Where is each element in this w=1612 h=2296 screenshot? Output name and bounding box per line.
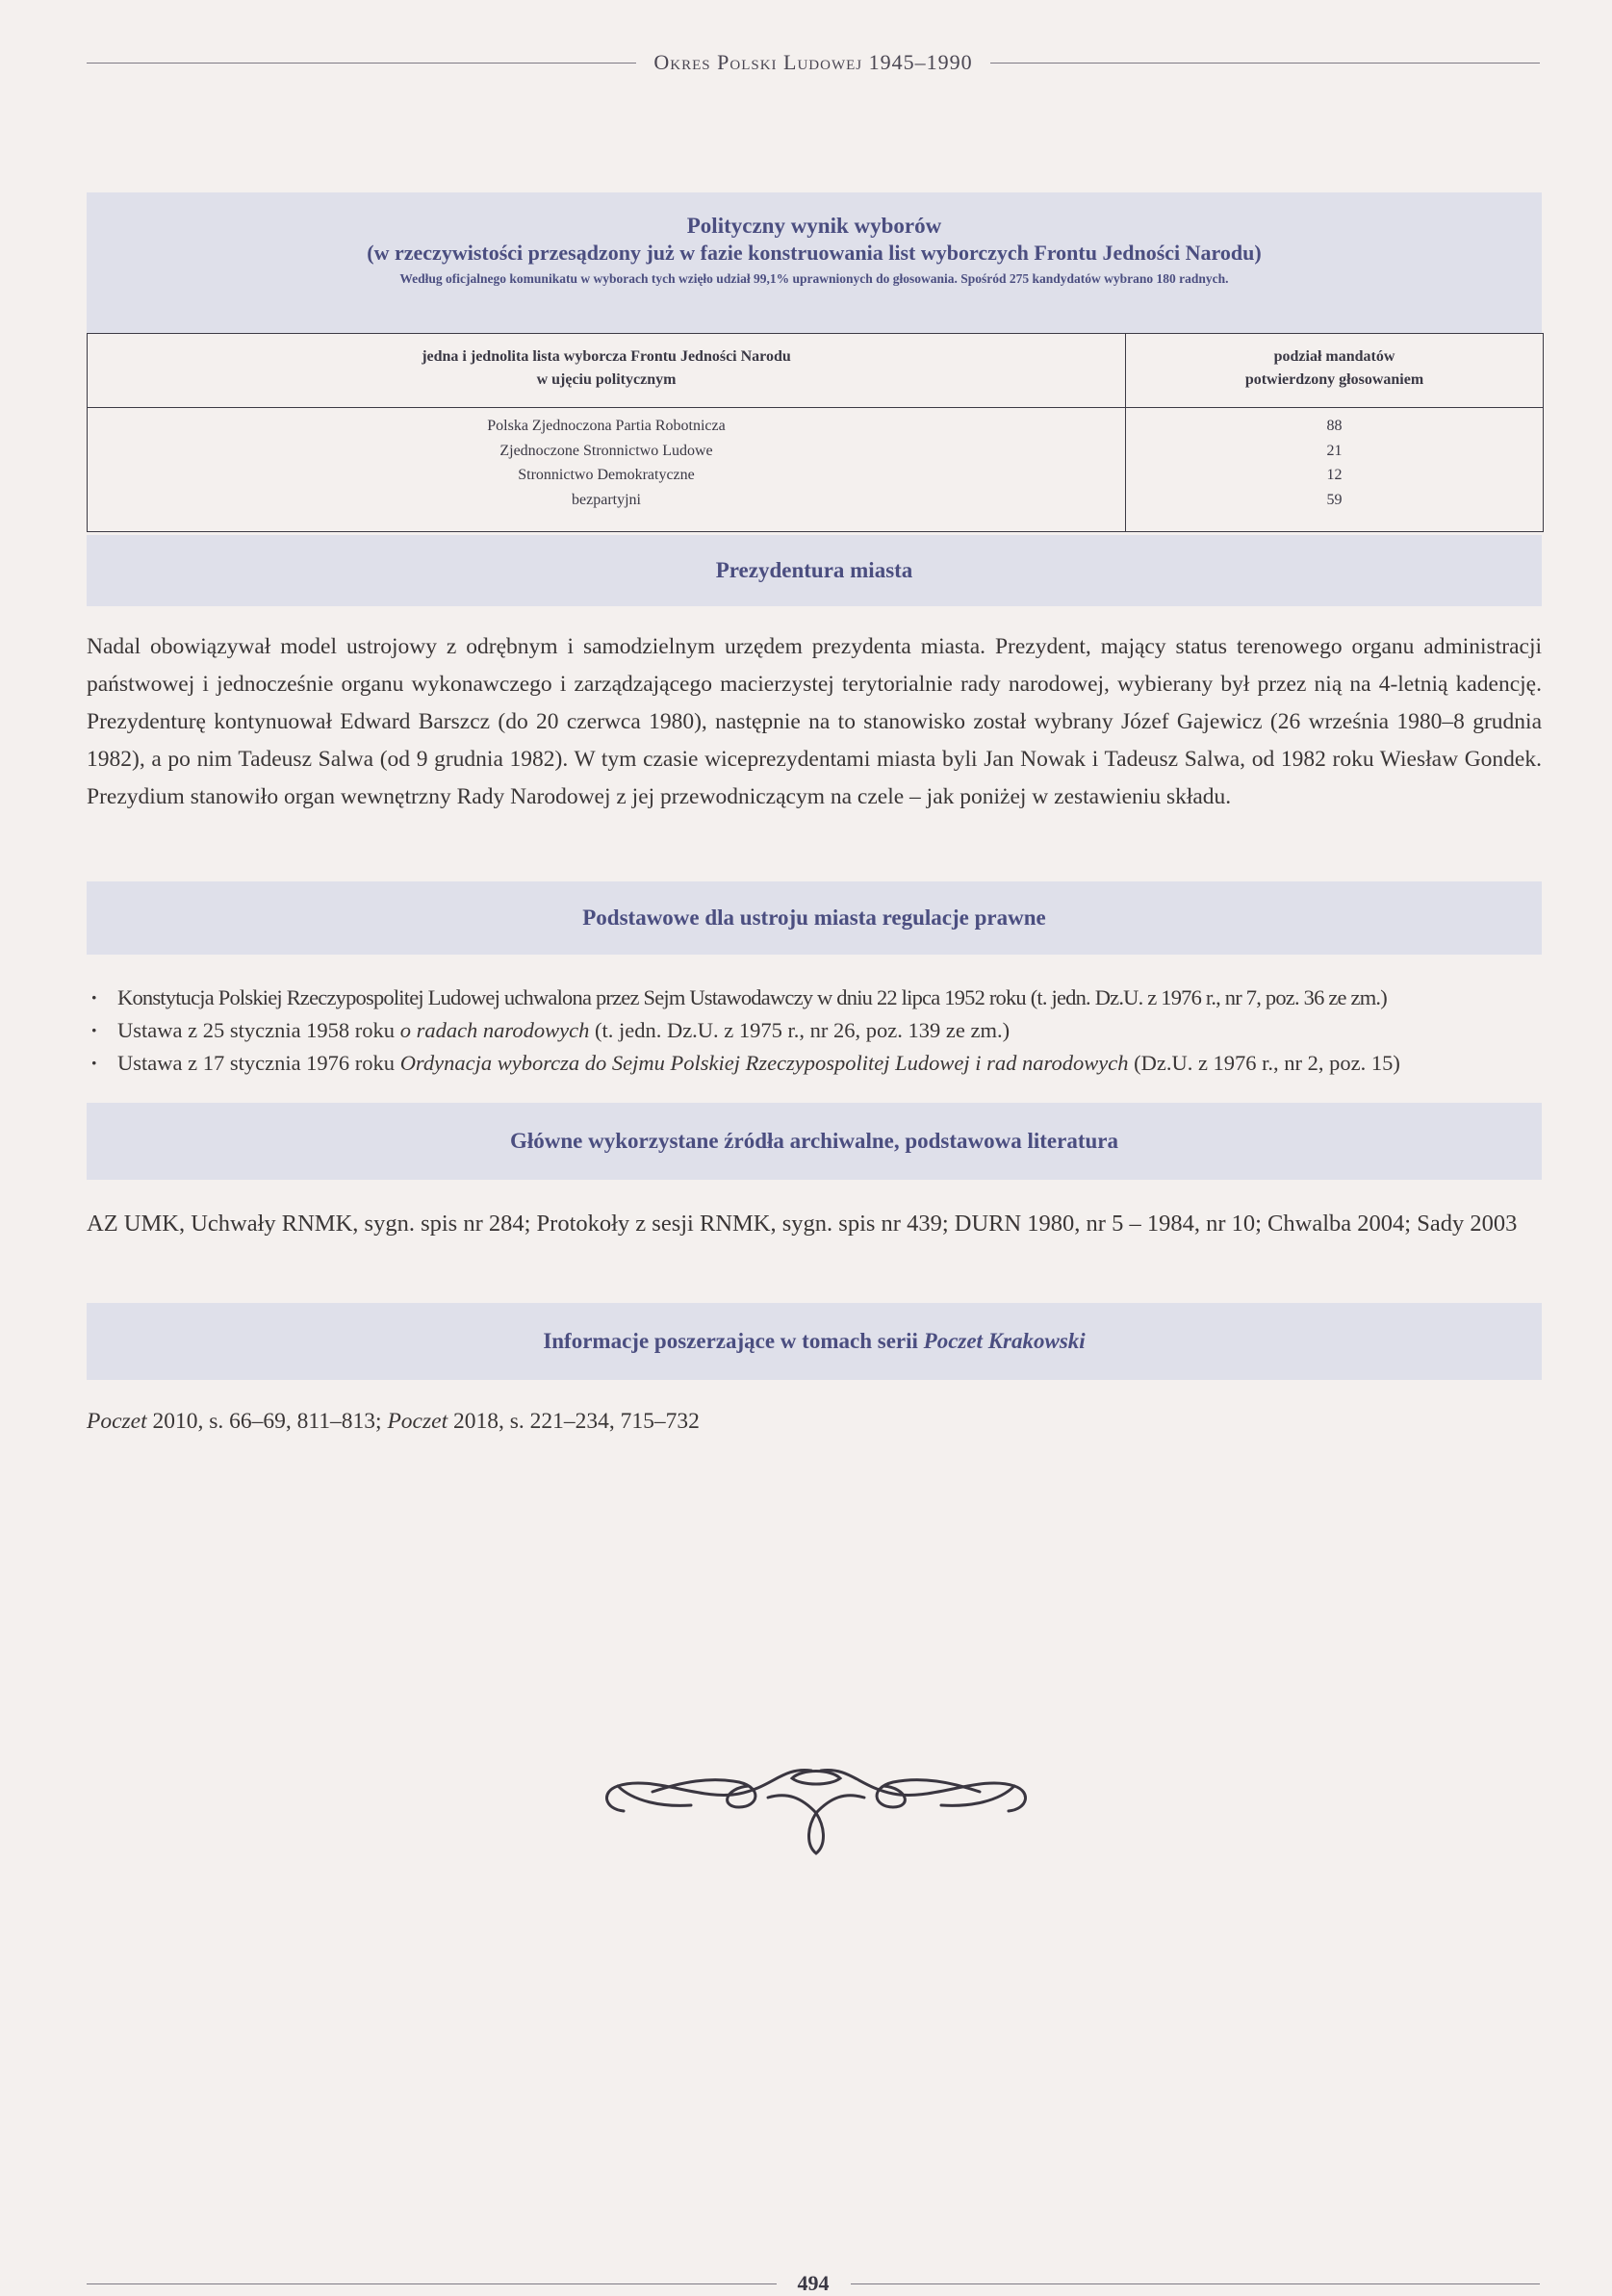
more-info-references (87, 1403, 1542, 1441)
table-cell-seats: 12 (1326, 467, 1343, 483)
table-cell-seats: 21 (1326, 442, 1343, 459)
election-result-title: Polityczny wynik wyborów (686, 214, 942, 238)
table-cell-party: bezpartyjni (572, 491, 641, 508)
sources-paragraph: AZ UMK, Uchwały RNMK, sygn. spis nr 284; Protokoły z sesji RNMK, sygn. spis nr 439; DURN 1980, nr 5 – 1984, nr 10; Chwalba 2004; Sady 2003 (87, 1211, 1518, 1237)
footer-rule-right (851, 2283, 1541, 2284)
election-result-note: Według oficjalnego komunikatu w wyborach tych wzięło udział 99,1% uprawnionych do głosowania. Spośród 275 kandydatów wybrano 180 radnych. (399, 271, 1229, 286)
table-cell-party: Stronnictwo Demokratyczne (518, 467, 695, 483)
table-cell-seats: 88 (1326, 418, 1343, 434)
table-cell-party: Zjednoczone Stronnictwo Ludowe (499, 442, 713, 459)
table-header-seats-line1: podział mandatów (1273, 348, 1395, 365)
list-item (87, 1014, 1542, 1047)
reference-pages: 2010, s. 66–69, 811–813; (146, 1409, 388, 1434)
header-rule-right (990, 63, 1540, 64)
regulation-text: Ustawa z 25 stycznia 1958 roku (117, 1018, 400, 1042)
more-info-series-name: Poczet Krakowski (923, 1329, 1086, 1353)
running-header-title: Okres Polski Ludowej 1945–1990 (653, 50, 973, 74)
decorative-flourish-icon (595, 1753, 1037, 1861)
table-cell-seats: 59 (1326, 491, 1343, 508)
table-header-list-line2: w ujęciu politycznym (536, 371, 677, 388)
table-party-column (88, 408, 1126, 531)
presidency-title: Prezydentura miasta (715, 558, 913, 582)
seats-table (87, 333, 1544, 532)
reference-series: Poczet (87, 1409, 147, 1434)
regulations-band (87, 881, 1542, 955)
presidency-paragraph: Nadal obowiązywał model ustrojowy z odrębnym i samodzielnym urzędem prezydenta miasta. Prezydent, mający status terenowego organu administracji państwowej i jednocześnie organu wykonawczego i zarządzającego macierzystej terytorialnie rady narodowej, wybierany był przez nią na 4-letnią kadencję. Prezydenturę kontynuował Edward Barszcz (do 20 czerwca 1980), następnie na to stanowisko został wybrany Józef Gajewicz (26 września 1980–8 grudnia 1982), a po nim Tadeusz Salwa (od 9 grudnia 1982). W tym czasie wiceprezydentami miasta byli Jan Nowak i Tadeusz Salwa, od 1982 roku Wiesław Gondek. Prezydium stanowiło organ wewnętrzny Rady Narodowej z jej przewodniczącym na czele – jak poniżej w zestawieniu składu. (87, 634, 1542, 809)
table-header-row (88, 334, 1543, 408)
reference-pages: 2018, s. 221–234, 715–732 (448, 1409, 700, 1434)
reference-series: Poczet (387, 1409, 448, 1434)
page-footer (87, 2271, 1540, 2296)
list-item (87, 1047, 1542, 1080)
table-body-row (88, 408, 1543, 531)
regulation-text: Ustawa z 17 stycznia 1976 roku (117, 1051, 400, 1075)
list-item (87, 982, 1542, 1014)
regulations-title: Podstawowe dla ustroju miasta regulacje prawne (582, 906, 1046, 930)
table-header-seats-line2: potwierdzony głosowaniem (1244, 371, 1424, 388)
election-result-band (87, 192, 1542, 333)
more-info-title (87, 1303, 1542, 1380)
sources-band (87, 1103, 1542, 1180)
regulation-citation: (t. jedn. Dz.U. z 1975 r., nr 26, poz. 139 ze zm.) (589, 1018, 1011, 1042)
table-header-list (88, 334, 1126, 407)
more-info-band (87, 1303, 1542, 1380)
more-info-title-text: Informacje poszerzające w tomach serii (543, 1329, 924, 1353)
regulation-title: Ordynacja wyborcza do Sejmu Polskiej Rzeczypospolitej Ludowej i rad narodowych (399, 1051, 1129, 1075)
footer-rule-left (87, 2283, 777, 2284)
sources-title: Główne wykorzystane źródła archiwalne, podstawowa literatura (509, 1129, 1119, 1153)
election-result-subtitle: (w rzeczywistości przesądzony już w fazie konstruowania list wyborczych Frontu Jedności Narodu) (367, 241, 1262, 265)
running-header (87, 50, 1540, 75)
table-header-seats (1126, 334, 1543, 407)
table-seats-column (1126, 408, 1543, 531)
presidency-band (87, 535, 1542, 606)
page-number: 494 (797, 2271, 830, 2295)
header-rule-left (87, 63, 636, 64)
regulation-text: Konstytucja Polskiej Rzeczypospolitej Ludowej uchwalona przez Sejm Ustawodawczy w dniu 22 lipca 1952 roku (t. jedn. Dz.U. z 1976 r., nr 7, poz. 36 ze zm.) (117, 985, 1387, 1009)
regulations-list (87, 982, 1542, 1080)
regulation-citation: (Dz.U. z 1976 r., nr 2, poz. 15) (1128, 1051, 1400, 1075)
regulation-title: o radach narodowych (399, 1018, 590, 1042)
table-cell-party: Polska Zjednoczona Partia Robotnicza (487, 418, 726, 434)
table-header-list-line1: jedna i jednolita lista wyborcza Frontu Jedności Narodu (422, 348, 791, 365)
